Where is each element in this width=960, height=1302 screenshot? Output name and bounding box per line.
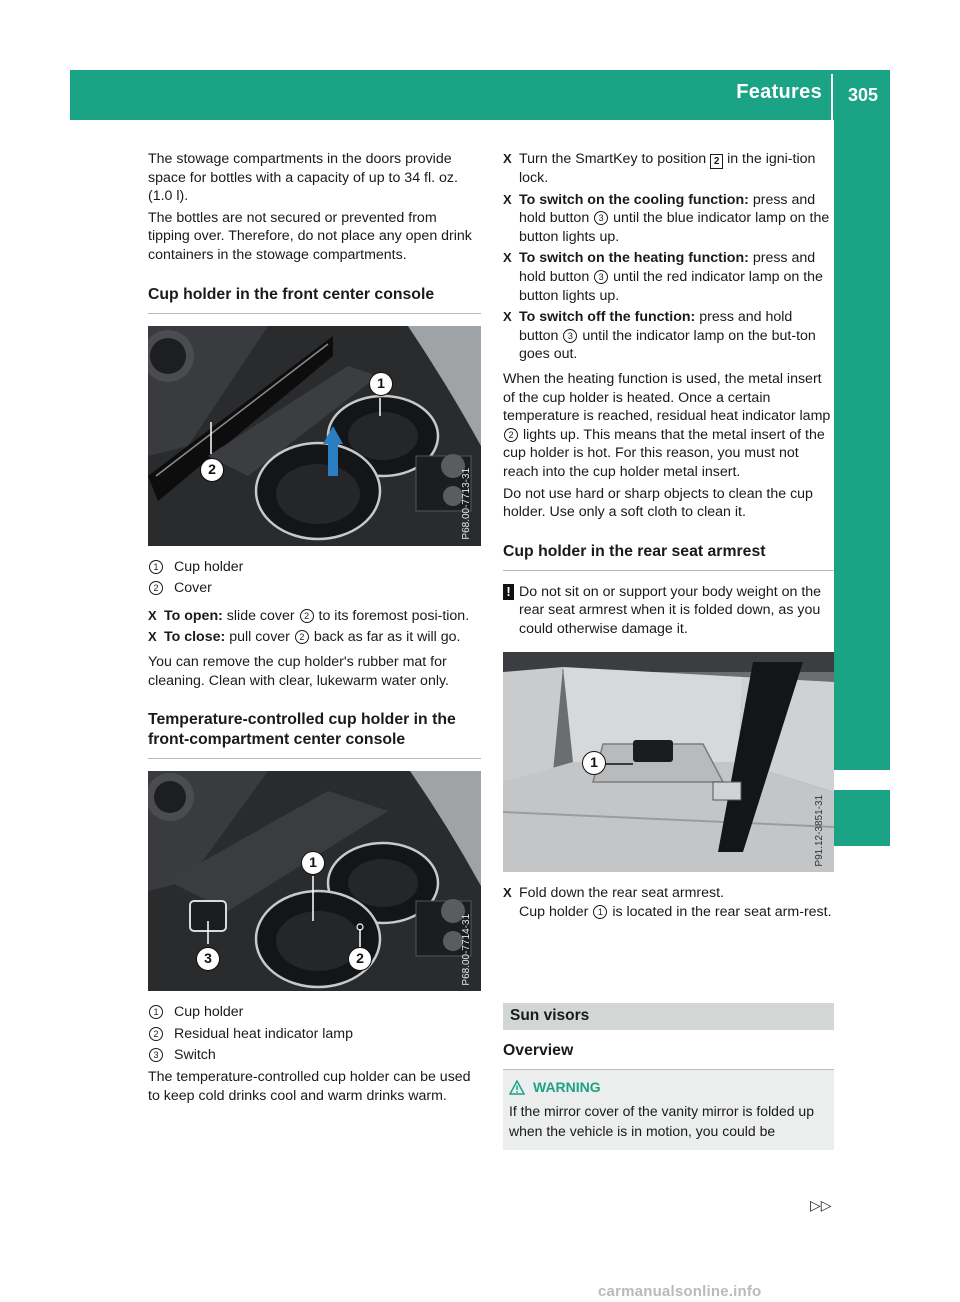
heading-overview: Overview (503, 1042, 834, 1070)
continue-icon: ▷▷ (810, 1197, 832, 1213)
watermark: carmanualsonline.info (598, 1283, 762, 1300)
section-title: Features (736, 81, 822, 103)
callout-2: 2 (348, 947, 372, 971)
callout-number: 2 (149, 1027, 163, 1041)
caption-cover (148, 579, 481, 598)
side-square (834, 790, 890, 846)
step-heating: X To switch on the heating function: press and hold button 3 until the red indicator lamp on the button lights up. (503, 250, 823, 304)
callout-number: 2 (300, 609, 314, 623)
callout-number: 3 (594, 270, 608, 284)
callout-2: 2 (200, 458, 224, 482)
photo-front-cup-holder (148, 326, 481, 546)
warning-text: If the mirror cover of the vanity mirror is folded up when the vehicle is in motion, you could be (509, 1102, 814, 1139)
heading-front-cup-holder: Cup holder in the front center console (148, 285, 481, 314)
caption-residual-heat-lamp (148, 1025, 481, 1044)
step-label: To switch off the function: (519, 309, 696, 326)
step-arrow-icon: X (148, 607, 157, 623)
heading-rear-cup-holder: Cup holder in the rear seat armrest (503, 542, 834, 571)
warning-box (503, 1070, 834, 1150)
notice-icon: ! (503, 584, 514, 600)
step-arrow-icon: X (503, 250, 512, 266)
intro-paragraph-2: The bottles are not secured or prevented from tipping over. Therefore, do not place any open drink containers in the stowage compartments. (148, 209, 472, 263)
photo-temp-cup-holder (148, 771, 481, 991)
warning-triangle-icon (509, 1080, 525, 1095)
photo-code: P91.12-3851-31 (814, 794, 826, 867)
clean-paragraph: Do not use hard or sharp objects to clean the cup holder. Use only a soft cloth to clean it. (503, 485, 813, 521)
caption-text: Cup holder (174, 558, 244, 575)
callout-3: 3 (196, 947, 220, 971)
step-cooling: X To switch on the cooling function: press and hold button 3 until the blue indicator lamp on the button lights up. (503, 191, 830, 245)
position-number: 2 (710, 154, 723, 169)
step-label: To open: (164, 607, 223, 624)
remove-mat-paragraph: You can remove the cup holder's rubber mat for cleaning. Clean with clear, lukewarm water only. (148, 653, 449, 689)
page-header (70, 70, 890, 120)
step-label: To close: (164, 629, 226, 646)
caption-text: Switch (174, 1047, 216, 1064)
step-close: X To close: pull cover 2 back as far as it will go. (148, 629, 461, 646)
caption-cup-holder (148, 1003, 481, 1022)
caption-text: Cup holder (174, 1004, 244, 1021)
step-smartkey: X Turn the SmartKey to position 2 in the igni-tion lock. (503, 151, 816, 186)
warning-label: WARNING (533, 1079, 601, 1095)
heading-temp-cup-holder: Temperature-controlled cup holder in the front-compartment center console (148, 710, 481, 759)
caption-cup-holder (148, 558, 481, 577)
step-off: X To switch off the function: press and hold button 3 until the indicator lamp on the but-ton goes out. (503, 309, 816, 363)
callout-1: 1 (582, 751, 606, 775)
callout-1: 1 (301, 851, 325, 875)
callout-number: 3 (149, 1048, 163, 1062)
step-arrow-icon: X (503, 885, 512, 901)
notice-text: Do not sit on or support your body weight on the rear seat armrest when it is folded down, as you could otherwise damage it. (519, 583, 822, 637)
callout-number: 3 (594, 211, 608, 225)
callout-number: 1 (149, 560, 163, 574)
header-divider (831, 74, 833, 120)
step-label: To switch on the heating function: (519, 250, 749, 267)
rear-seat-illustration (503, 652, 834, 872)
callout-number: 3 (563, 329, 577, 343)
photo-rear-armrest (503, 652, 834, 872)
heating-paragraph: When the heating function is used, the metal insert of the cup holder is heated. Once a certain temperature is reached, residual heat indicator lamp 2 lights up. This means that the metal insert of the cup holder is hot. For this reason, you must not reach into the cup holder metal insert. (503, 370, 831, 480)
step-fold-armrest: X Fold down the rear seat armrest. Cup holder 1 is located in the rear seat arm-rest. (503, 885, 832, 921)
front-console-illustration (148, 326, 481, 546)
step-arrow-icon: X (503, 309, 512, 325)
callout-number: 2 (504, 428, 518, 442)
warning-title (509, 1078, 828, 1097)
photo-code: P68.00-7714-31 (461, 913, 473, 986)
caption-text: Residual heat indicator lamp (174, 1025, 354, 1042)
callout-number: 1 (593, 905, 607, 919)
step-arrow-icon: X (148, 629, 157, 645)
callout-number: 1 (149, 1005, 163, 1019)
step-open: X To open: slide cover 2 to its foremost posi-tion. (148, 607, 470, 624)
side-tab-label: Stowage and features (852, 476, 875, 684)
caption-text: Cover (174, 580, 212, 597)
page-number: 305 (847, 85, 879, 105)
notice (503, 583, 834, 639)
callout-1: 1 (369, 372, 393, 396)
step-label: To switch on the cooling function: (519, 191, 749, 208)
intro-paragraph-1: The stowage compartments in the doors provide space for bottles with a capacity of up to 34 fl. oz. (1.0 l). (148, 151, 458, 205)
callout-number: 2 (295, 630, 309, 644)
section-sun-visors: Sun visors (503, 1003, 834, 1030)
left-column (148, 150, 481, 1105)
photo-code: P68.00-7713-31 (461, 467, 473, 540)
right-column (503, 150, 834, 922)
step-arrow-icon: X (503, 151, 512, 166)
step-arrow-icon: X (503, 191, 512, 207)
caption-switch (148, 1046, 481, 1065)
temp-paragraph: The temperature-controlled cup holder can be used to keep cold drinks cool and warm drinks warm. (148, 1068, 471, 1104)
callout-number: 2 (149, 581, 163, 595)
